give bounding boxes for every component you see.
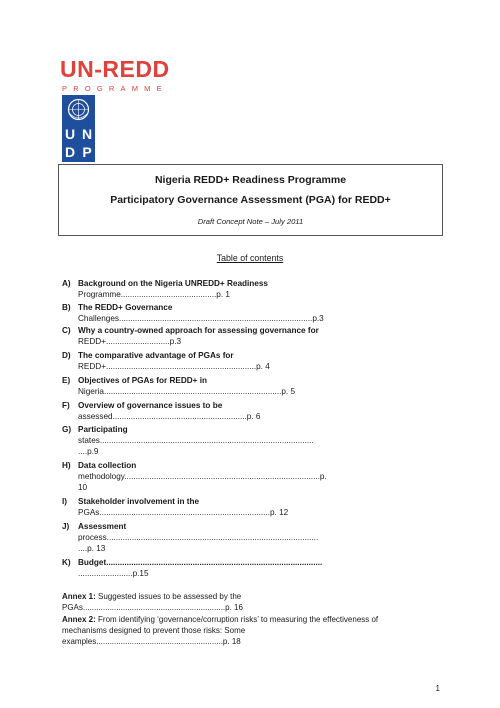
undp-letter-u: U [64, 126, 76, 142]
annex-2[interactable] [62, 614, 442, 647]
toc-entry-label: I) [62, 497, 68, 506]
toc-word: Data [78, 461, 96, 470]
toc-word: Stakeholder [78, 497, 125, 506]
toc-entry-label: K) [62, 558, 71, 567]
title-box [58, 164, 443, 236]
toc-word: collection [98, 461, 137, 470]
toc-word: approach [165, 326, 203, 335]
annex-1-page: PGAs................................................................p. 16 [62, 603, 243, 612]
toc-entry-page: ....p. 13 [78, 544, 106, 553]
toc-entry-page: REDD+............................p.3 [78, 337, 182, 346]
undp-letter-n: N [81, 126, 93, 142]
toc-word: governance [259, 326, 306, 335]
logo-un-text: UN [60, 56, 95, 82]
annex-2-text: From identifying ‘governance/corruption risks’ to measuring the effectiveness of [95, 615, 379, 624]
toc-entry-title [78, 496, 440, 507]
toc-entry-dots: methodology......................................................................................p. [78, 472, 327, 481]
annex-2-label: Annex 2: [62, 615, 96, 624]
toc-entry-label: F) [62, 401, 70, 410]
toc-entry-dots: process............................................................................................. [78, 533, 319, 542]
toc-entry-label: A) [62, 279, 71, 288]
logo-dash-text: - [94, 56, 103, 82]
toc-entry-page: 10 [78, 483, 88, 492]
toc-entry-title: Participating [78, 425, 128, 434]
toc-entry-title: Background on the Nigeria UNREDD+ Readiness [78, 279, 268, 288]
undp-logo [62, 95, 95, 162]
toc-word: Why [78, 326, 96, 335]
toc-entry-title [78, 460, 440, 471]
toc-word: assessing [217, 326, 258, 335]
toc-entry-page: ....p.9 [78, 447, 99, 456]
logo-redd-text: REDD [102, 56, 170, 82]
undp-letter-p: P [82, 144, 92, 160]
undp-letter-d: D [64, 144, 76, 160]
toc-entry-label: C) [62, 326, 71, 335]
toc-entry-label: H) [62, 461, 71, 470]
toc-entry-title: Objectives of PGAs for REDD+ in [78, 376, 207, 385]
toc-word: in [177, 497, 185, 506]
toc-entry-label: D) [62, 351, 71, 360]
annex-2-text-cont: mechanisms designed to prevent those risks: Some [62, 626, 246, 635]
un-emblem-icon [66, 97, 91, 122]
toc-entry-title: Assessment [78, 522, 127, 531]
toc-entry-title: Budget............................................................................................... [78, 558, 323, 567]
toc-entry-title: The REDD+ Governance [78, 303, 173, 312]
toc-word: the [186, 497, 200, 506]
toc-word: for [204, 326, 216, 335]
toc-entry-title [78, 325, 440, 336]
toc-entry-label: E) [62, 376, 71, 385]
toc-entry-page: Programme..........................................p. 1 [78, 290, 230, 299]
toc-entry-page: Nigeria..............................................................................p. 5 [78, 387, 296, 396]
annex-1-title [62, 591, 442, 602]
toc-entry-label: J) [62, 522, 70, 531]
annex-1-label: Annex 1: [62, 592, 96, 601]
toc-word: a [97, 326, 103, 335]
toc-entry-title: The comparative advantage of PGAs for [78, 351, 234, 360]
document-subtitle: Participatory Governance Assessment (PGA) for REDD+ [110, 194, 391, 206]
toc-entry-page: PGAs...........................................................................p. 12 [78, 508, 289, 517]
toc-entry-page: assessed...........................................................p. 6 [78, 412, 261, 421]
toc-heading: Table of contents [216, 253, 284, 263]
toc-word: for [307, 326, 319, 335]
logo-programme-text: PROGRAMME [62, 84, 168, 93]
toc-entry-title: Overview of governance issues to be [78, 401, 223, 410]
toc-entry-page: REDD+..................................................................p. 4 [78, 362, 270, 371]
document-title: Nigeria REDD+ Readiness Programme [154, 174, 347, 186]
toc-entry-page: Challenges.....................................................................................p.3 [78, 314, 324, 323]
document-draft-note: Draft Concept Note – July 2011 [197, 217, 304, 226]
annex-1[interactable] [62, 591, 442, 613]
toc-entry-dots: states.............................................................................................. [78, 436, 314, 445]
toc-entry-page: ........................p.15 [78, 569, 149, 578]
annex-1-text: Suggested issues to be assessed by the [95, 592, 242, 601]
un-redd-logo [60, 58, 170, 81]
page-number: 1 [435, 684, 440, 693]
toc-word: involvement [127, 497, 175, 506]
toc-entry-label: B) [62, 303, 71, 312]
toc-word: country-owned [104, 326, 164, 335]
annex-2-title [62, 614, 442, 625]
annex-2-page: examples.........................................................p. 18 [62, 637, 241, 646]
toc-entry-label: G) [62, 425, 72, 434]
